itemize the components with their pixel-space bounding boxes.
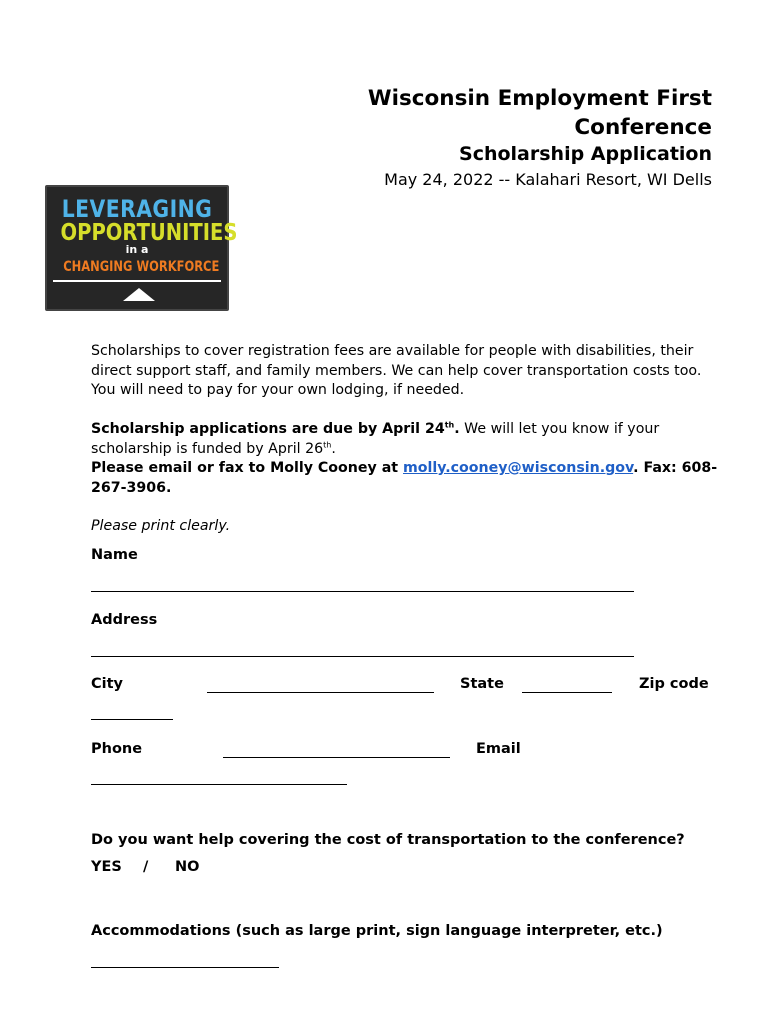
phone-field[interactable] bbox=[223, 757, 450, 758]
conference-logo bbox=[45, 185, 238, 311]
accommodations-field[interactable] bbox=[91, 967, 279, 968]
deadline-bold-end: . bbox=[454, 421, 460, 437]
transport-question: Do you want help covering the cost of transportation to the conference? bbox=[91, 832, 685, 848]
address-field[interactable] bbox=[91, 656, 634, 657]
email-field[interactable] bbox=[91, 784, 347, 785]
page-subtitle: Scholarship Application bbox=[459, 143, 712, 165]
yes-option[interactable]: YES bbox=[91, 859, 122, 875]
event-dateline: May 24, 2022 -- Kalahari Resort, WI Dells bbox=[384, 170, 712, 189]
logo-line4: CHANGING WORKFORCE bbox=[63, 259, 220, 275]
name-label: Name bbox=[91, 547, 138, 563]
option-separator: / bbox=[143, 859, 149, 875]
intro-paragraph: Scholarships to cover registration fees are available for people with disabilities, their direct support staff, and family members. We can help cover transportation costs too. You will need to pay for your own lodging, if needed. bbox=[91, 343, 702, 398]
print-instruction: Please print clearly. bbox=[91, 518, 231, 534]
email-label: Email bbox=[476, 741, 521, 757]
address-label: Address bbox=[91, 612, 158, 628]
contact-prefix: Please email or fax to Molly Cooney at bbox=[91, 460, 403, 476]
page-title-line2: Conference bbox=[574, 115, 712, 140]
page-title-line1: Wisconsin Employment First bbox=[367, 86, 712, 111]
deadline-normal-sup: th bbox=[323, 439, 332, 449]
city-field[interactable] bbox=[207, 692, 434, 693]
deadline-normal-end: . bbox=[331, 440, 336, 457]
deadline-paragraph bbox=[91, 420, 721, 498]
no-option[interactable]: NO bbox=[175, 859, 200, 875]
contact-fax: . Fax: 608-267-3906. bbox=[91, 460, 718, 496]
zip-label: Zip code bbox=[639, 676, 709, 692]
logo-line1: LEVERAGING bbox=[61, 195, 213, 223]
deadline-bold-sup: th bbox=[444, 420, 455, 430]
logo-line2: OPPORTUNITIES bbox=[60, 220, 238, 246]
contact-email-link[interactable]: molly.cooney@wisconsin.gov bbox=[403, 460, 634, 476]
logo-triangle-icon bbox=[123, 288, 155, 301]
state-label: State bbox=[460, 676, 504, 692]
deadline-normal: We will let you know if your scholarship is funded by April 26 bbox=[91, 421, 660, 457]
zip-field[interactable] bbox=[91, 719, 173, 720]
phone-label: Phone bbox=[91, 741, 143, 757]
logo-line3: in a bbox=[125, 243, 149, 256]
logo-divider bbox=[53, 280, 221, 282]
accommodations-label: Accommodations (such as large print, sign language interpreter, etc.) bbox=[91, 923, 663, 939]
deadline-bold: Scholarship applications are due by April 24 bbox=[91, 421, 445, 437]
state-field[interactable] bbox=[522, 692, 612, 693]
name-field[interactable] bbox=[91, 591, 634, 592]
city-label: City bbox=[91, 676, 123, 692]
